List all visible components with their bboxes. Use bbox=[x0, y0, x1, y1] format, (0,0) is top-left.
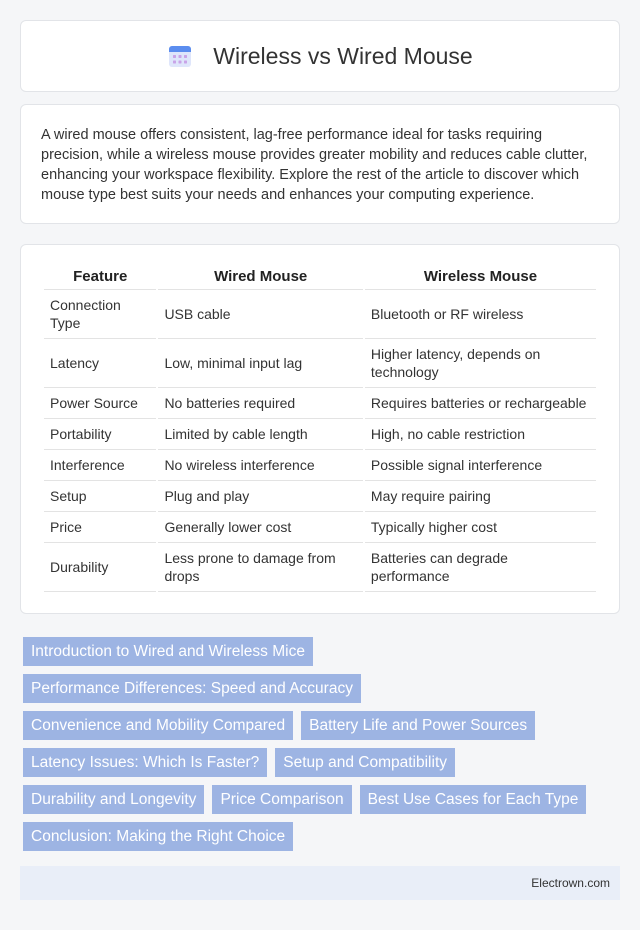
comparison-table-card bbox=[20, 244, 620, 614]
table-row bbox=[44, 290, 596, 339]
page-title: Wireless vs Wired Mouse bbox=[213, 42, 473, 69]
table-cell-feature: Portability bbox=[44, 419, 156, 450]
table-cell-feature: Interference bbox=[44, 450, 156, 481]
table-row bbox=[44, 481, 596, 512]
table-row bbox=[44, 419, 596, 450]
table-row bbox=[44, 388, 596, 419]
table-cell-wireless: Requires batteries or rechargeable bbox=[365, 388, 596, 419]
table-cell-wireless: Batteries can degrade performance bbox=[365, 543, 596, 592]
table-cell-feature: Price bbox=[44, 512, 156, 543]
table-row bbox=[44, 339, 596, 388]
tag-convenience[interactable]: Convenience and Mobility Compared bbox=[23, 711, 293, 740]
table-cell-wireless: Bluetooth or RF wireless bbox=[365, 290, 596, 339]
table-row bbox=[44, 543, 596, 592]
intro-paragraph: A wired mouse offers consistent, lag-free performance ideal for tasks requiring precision, while a wireless mouse provides greater mobility and reduces cable clutter, enhancing your workspace flexibility. Explore the rest of the article to discover which mouse type best suits your needs and enhances your computing experience. bbox=[41, 127, 588, 203]
table-cell-wired: Limited by cable length bbox=[158, 419, 362, 450]
tag-row bbox=[23, 711, 623, 740]
tag-row bbox=[23, 637, 623, 666]
table-cell-feature: Power Source bbox=[44, 388, 156, 419]
calendar-grid-icon bbox=[167, 43, 193, 69]
tag-row bbox=[23, 785, 623, 814]
table-cell-wireless: Possible signal interference bbox=[365, 450, 596, 481]
column-header-wireless: Wireless Mouse bbox=[365, 265, 596, 290]
tag-introduction[interactable]: Introduction to Wired and Wireless Mice bbox=[23, 637, 313, 666]
intro-card bbox=[20, 104, 620, 224]
footer bbox=[20, 866, 620, 900]
table-cell-wired: Generally lower cost bbox=[158, 512, 362, 543]
footer-site-link[interactable]: Electrown.com bbox=[531, 876, 610, 890]
header-card bbox=[20, 20, 620, 92]
tag-conclusion[interactable]: Conclusion: Making the Right Choice bbox=[23, 822, 293, 851]
tag-performance[interactable]: Performance Differences: Speed and Accuracy bbox=[23, 674, 361, 703]
table-cell-wired: Plug and play bbox=[158, 481, 362, 512]
tag-row bbox=[23, 674, 623, 703]
table-cell-wired: Less prone to damage from drops bbox=[158, 543, 362, 592]
tag-price[interactable]: Price Comparison bbox=[212, 785, 351, 814]
topic-tags bbox=[23, 637, 623, 859]
tag-latency[interactable]: Latency Issues: Which Is Faster? bbox=[23, 748, 267, 777]
tag-setup[interactable]: Setup and Compatibility bbox=[275, 748, 455, 777]
table-header-row bbox=[44, 265, 596, 290]
comparison-table bbox=[42, 265, 598, 592]
table-cell-wireless: Higher latency, depends on technology bbox=[365, 339, 596, 388]
table-cell-feature: Durability bbox=[44, 543, 156, 592]
table-cell-feature: Latency bbox=[44, 339, 156, 388]
table-cell-wired: No wireless interference bbox=[158, 450, 362, 481]
tag-durability[interactable]: Durability and Longevity bbox=[23, 785, 204, 814]
column-header-wired: Wired Mouse bbox=[158, 265, 362, 290]
tag-battery-life[interactable]: Battery Life and Power Sources bbox=[301, 711, 535, 740]
tag-row bbox=[23, 748, 623, 777]
table-cell-feature: Connection Type bbox=[44, 290, 156, 339]
table-row bbox=[44, 512, 596, 543]
tag-row bbox=[23, 822, 623, 851]
column-header-feature: Feature bbox=[44, 265, 156, 290]
table-cell-wired: USB cable bbox=[158, 290, 362, 339]
table-cell-wired: Low, minimal input lag bbox=[158, 339, 362, 388]
table-cell-feature: Setup bbox=[44, 481, 156, 512]
table-cell-wireless: High, no cable restriction bbox=[365, 419, 596, 450]
table-row bbox=[44, 450, 596, 481]
tag-best-use-cases[interactable]: Best Use Cases for Each Type bbox=[360, 785, 587, 814]
table-cell-wireless: Typically higher cost bbox=[365, 512, 596, 543]
table-cell-wireless: May require pairing bbox=[365, 481, 596, 512]
table-cell-wired: No batteries required bbox=[158, 388, 362, 419]
